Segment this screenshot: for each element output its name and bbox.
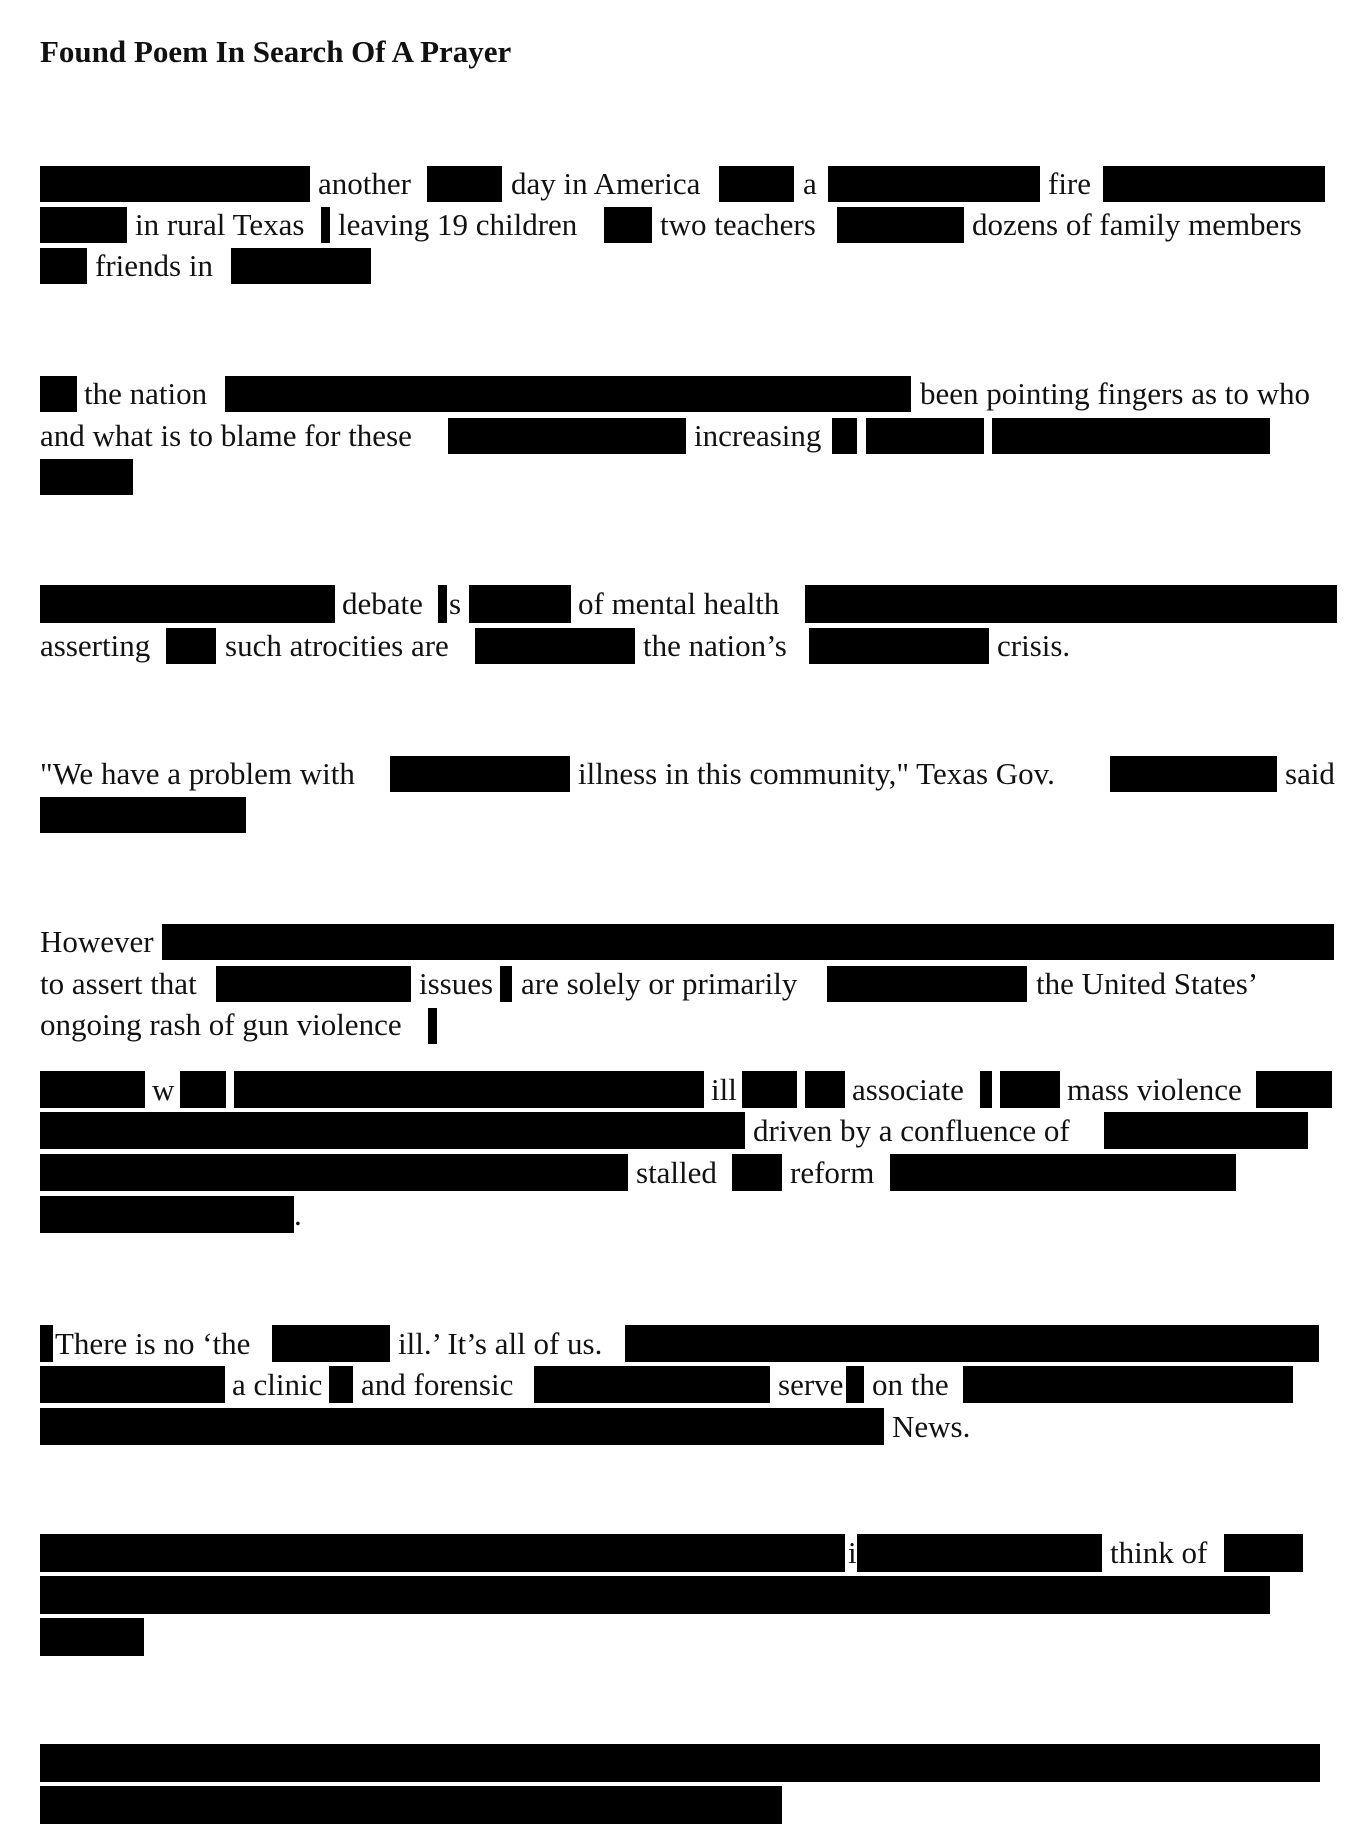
- redaction-bar: [40, 1408, 884, 1445]
- poem-word: day in America: [511, 166, 701, 201]
- poem-word: There is no ‘the: [55, 1326, 251, 1361]
- poem-word: illness in this community," Texas Gov.: [578, 756, 1055, 791]
- poem-word: the United States’: [1036, 966, 1259, 1001]
- redaction-bar: [40, 585, 335, 623]
- poem-word: to assert that: [40, 966, 197, 1001]
- redaction-bar: [438, 585, 447, 623]
- redaction-bar: [992, 418, 1270, 454]
- redaction-bar: [40, 1071, 145, 1108]
- redaction-bar: [1110, 756, 1277, 792]
- redaction-bar: [890, 1154, 1236, 1191]
- redaction-bar: [162, 924, 1334, 960]
- redaction-bar: [857, 1534, 1102, 1572]
- poem-word: of mental health: [578, 586, 780, 621]
- poem-word: associate: [852, 1072, 964, 1107]
- poem-word: increasing: [694, 418, 822, 453]
- redaction-bar: [40, 1576, 1270, 1614]
- poem-word: w: [152, 1072, 175, 1107]
- redaction-bar: [40, 1534, 845, 1572]
- redaction-bar: [40, 1744, 1320, 1782]
- redaction-bar: [216, 966, 411, 1002]
- redaction-bar: [40, 1618, 144, 1656]
- poem-word: However: [40, 924, 154, 959]
- poem-word: are solely or primarily: [521, 966, 798, 1001]
- redaction-bar: [40, 248, 87, 284]
- redaction-bar: [846, 1366, 864, 1403]
- poem-word: .: [294, 1197, 302, 1232]
- redaction-bar: [980, 1071, 992, 1108]
- poem-word: asserting: [40, 628, 151, 663]
- poem-word: serve: [778, 1367, 844, 1402]
- redaction-bar: [234, 1071, 704, 1108]
- redaction-bar: [604, 207, 652, 243]
- poem-word: think of: [1110, 1535, 1208, 1570]
- poem-word: two teachers: [660, 207, 816, 242]
- poem-word: another: [318, 166, 411, 201]
- poem-word: driven by a confluence of: [753, 1113, 1070, 1148]
- poem-word: reform: [790, 1155, 875, 1190]
- poem-word: the nation’s: [643, 628, 787, 663]
- redaction-bar: [963, 1366, 1293, 1403]
- poem-word: been pointing fingers as to who: [920, 376, 1311, 411]
- redaction-bar: [40, 1366, 225, 1403]
- poem-word: such atrocities are: [225, 628, 449, 663]
- redaction-bar: [40, 1196, 294, 1233]
- redaction-bar: [805, 585, 1337, 623]
- poem-word: friends in: [95, 248, 213, 283]
- redaction-bar: [428, 1008, 437, 1044]
- redaction-bar: [809, 628, 989, 664]
- redaction-bar: [1103, 166, 1325, 202]
- redaction-bar: [827, 966, 1027, 1002]
- redaction-bar: [448, 418, 686, 454]
- poem-word: crisis.: [997, 628, 1071, 663]
- redaction-bar: [625, 1325, 1319, 1362]
- redaction-bar: [40, 797, 246, 833]
- poem-word: News.: [892, 1409, 971, 1444]
- redaction-bar: [40, 1786, 782, 1824]
- redaction-bar: [40, 459, 133, 495]
- redaction-bar: [1256, 1071, 1332, 1108]
- redaction-bar: [40, 166, 310, 202]
- redaction-bar: [742, 1071, 797, 1108]
- redaction-bar: [40, 207, 127, 243]
- poem-word: a: [803, 166, 817, 201]
- poem-word: dozens of family members: [972, 207, 1302, 242]
- poem-word: stalled: [636, 1155, 717, 1190]
- redaction-bar: [469, 585, 571, 623]
- redaction-bar: [837, 207, 964, 243]
- redaction-bar: [272, 1325, 390, 1362]
- redaction-bar: [329, 1366, 353, 1403]
- redaction-bar: [231, 248, 371, 284]
- poem-word: ill.’ It’s all of us.: [398, 1326, 603, 1361]
- poem-word: said: [1285, 756, 1335, 791]
- redaction-bar: [40, 1325, 53, 1362]
- redaction-bar: [1104, 1112, 1308, 1149]
- redaction-bar: [719, 166, 794, 202]
- poem-word: i: [848, 1535, 857, 1570]
- redaction-bar: [475, 628, 635, 664]
- redaction-bar: [500, 966, 512, 1002]
- redaction-bar: [1000, 1071, 1060, 1108]
- redaction-bar: [828, 166, 1040, 202]
- poem-word: a clinic: [232, 1367, 323, 1402]
- poem-word: "We have a problem with: [40, 756, 355, 791]
- poem-word: on the: [872, 1367, 949, 1402]
- redaction-bar: [40, 1154, 628, 1191]
- redaction-bar: [390, 756, 570, 792]
- redaction-bar: [534, 1366, 770, 1403]
- redaction-bar: [40, 1112, 745, 1149]
- poem-word: the nation: [84, 376, 208, 411]
- redaction-bar: [732, 1154, 782, 1191]
- poem-word: and what is to blame for these: [40, 418, 412, 453]
- poem-word: leaving 19 children: [338, 207, 578, 242]
- redaction-bar: [866, 418, 984, 454]
- poem-word: ill: [711, 1072, 737, 1107]
- redaction-bar: [832, 418, 857, 454]
- redaction-bar: [40, 376, 77, 412]
- redaction-bar: [1224, 1534, 1303, 1572]
- redaction-bar: [180, 1071, 226, 1108]
- redaction-bar: [321, 207, 330, 243]
- poem-word: debate: [342, 586, 423, 621]
- poem-word: issues: [419, 966, 494, 1001]
- poem-word: ongoing rash of gun violence: [40, 1007, 402, 1042]
- poem-word: and forensic: [361, 1367, 514, 1402]
- page-title: Found Poem In Search Of A Prayer: [40, 34, 512, 69]
- redaction-bar: [427, 166, 502, 202]
- redaction-bar: [225, 376, 911, 412]
- poem-word: s: [449, 586, 462, 621]
- poem-word: in rural Texas: [135, 207, 305, 242]
- poem-word: mass violence: [1067, 1072, 1242, 1107]
- redaction-bar: [805, 1071, 845, 1108]
- redaction-bar: [166, 628, 216, 664]
- poem-word: fire: [1048, 166, 1092, 201]
